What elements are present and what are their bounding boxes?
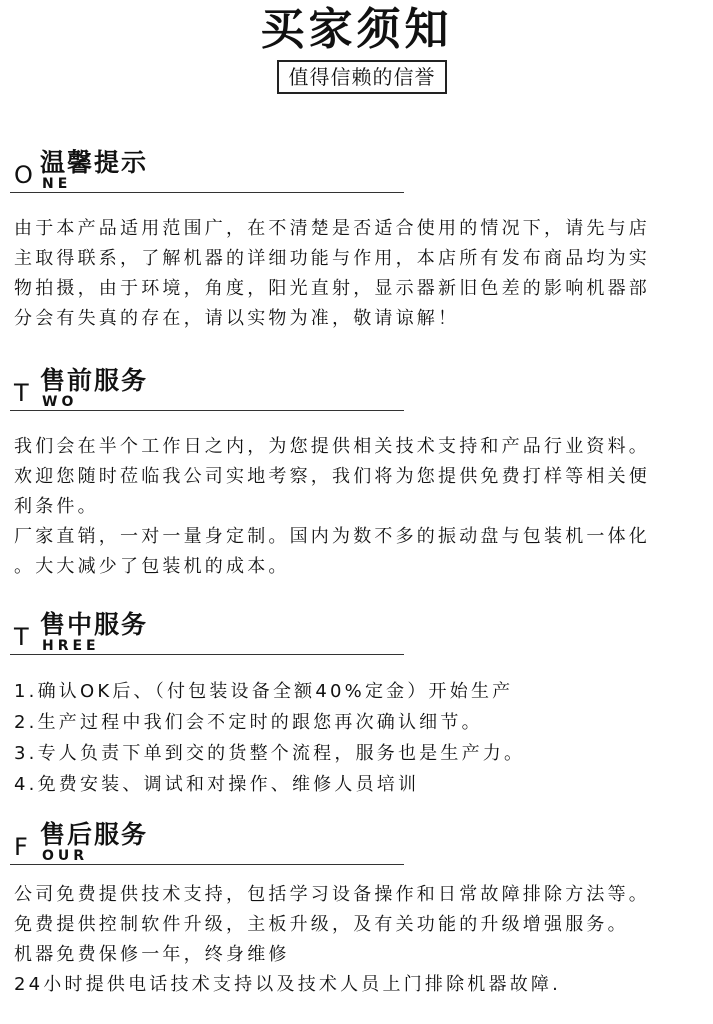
section-header xyxy=(0,820,713,868)
section-divider xyxy=(10,192,404,193)
section-body xyxy=(0,214,713,334)
section-presale xyxy=(0,366,713,582)
section-tips xyxy=(0,148,713,334)
page-subtitle: 值得信赖的信誉 xyxy=(277,60,447,94)
section-title: 售前服务 xyxy=(40,366,149,395)
text-line: 由于本产品适用范围广，在不清楚是否适合使用的情况下，请先与店 xyxy=(14,218,650,239)
text-line: 主取得联系，了解机器的详细功能与作用，本店所有发布商品均为实 xyxy=(14,248,650,269)
section-title: 售中服务 xyxy=(40,610,149,639)
page-title: 买家须知 xyxy=(260,4,453,55)
text-line: 免费提供控制软件升级，主板升级，及有关功能的升级增强服务。 xyxy=(14,914,629,935)
list-item: 4.免费安装、调试和对操作、维修人员培训 xyxy=(14,774,420,795)
section-divider xyxy=(10,410,404,411)
section-letter: T xyxy=(14,379,29,407)
text-line: 我们会在半个工作日之内，为您提供相关技术支持和产品行业资料。 xyxy=(14,436,650,457)
section-insale xyxy=(0,610,713,800)
section-divider xyxy=(10,654,404,655)
section-letter: T xyxy=(14,623,29,651)
section-body xyxy=(0,880,713,1000)
text-line: 物拍摄，由于环境，角度，阳光直射，显示器新旧色差的影响机器部 xyxy=(14,278,650,299)
section-header xyxy=(0,148,713,196)
text-line: 分会有失真的存在，请以实物为准，敬请谅解！ xyxy=(14,308,460,329)
list-item: 2.生产过程中我们会不定时的跟您再次确认细节。 xyxy=(14,712,483,733)
text-line: 欢迎您随时莅临我公司实地考察，我们将为您提供免费打样等相关便 xyxy=(14,466,650,487)
list-item: 1.确认OK后、（付包装设备全额40%定金）开始生产 xyxy=(14,681,514,702)
section-aftersale xyxy=(0,820,713,1000)
text-line: 。大大减少了包装机的成本。 xyxy=(14,556,290,577)
section-header xyxy=(0,366,713,414)
section-body xyxy=(0,676,713,800)
text-line: 机器免费保修一年，终身维修 xyxy=(14,944,290,965)
section-subtitle: OUR xyxy=(42,848,89,864)
text-line: 公司免费提供技术支持，包括学习设备操作和日常故障排除方法等。 xyxy=(14,884,650,905)
section-subtitle: HREE xyxy=(42,638,100,654)
section-title: 温馨提示 xyxy=(40,148,149,177)
text-line: 利条件。 xyxy=(14,496,99,517)
section-letter: F xyxy=(14,833,28,861)
text-line: 厂家直销，一对一量身定制。国内为数不多的振动盘与包装机一体化 xyxy=(14,526,650,547)
list-item: 3.专人负责下单到交的货整个流程，服务也是生产力。 xyxy=(14,743,526,764)
section-letter: O xyxy=(14,161,33,189)
section-subtitle: WO xyxy=(42,394,78,410)
section-title: 售后服务 xyxy=(40,820,149,849)
section-subtitle: NE xyxy=(42,176,72,192)
text-line: 24小时提供电话技术支持以及技术人员上门排除机器故障. xyxy=(14,974,562,995)
section-body xyxy=(0,432,713,582)
section-header xyxy=(0,610,713,658)
section-divider xyxy=(10,864,404,865)
